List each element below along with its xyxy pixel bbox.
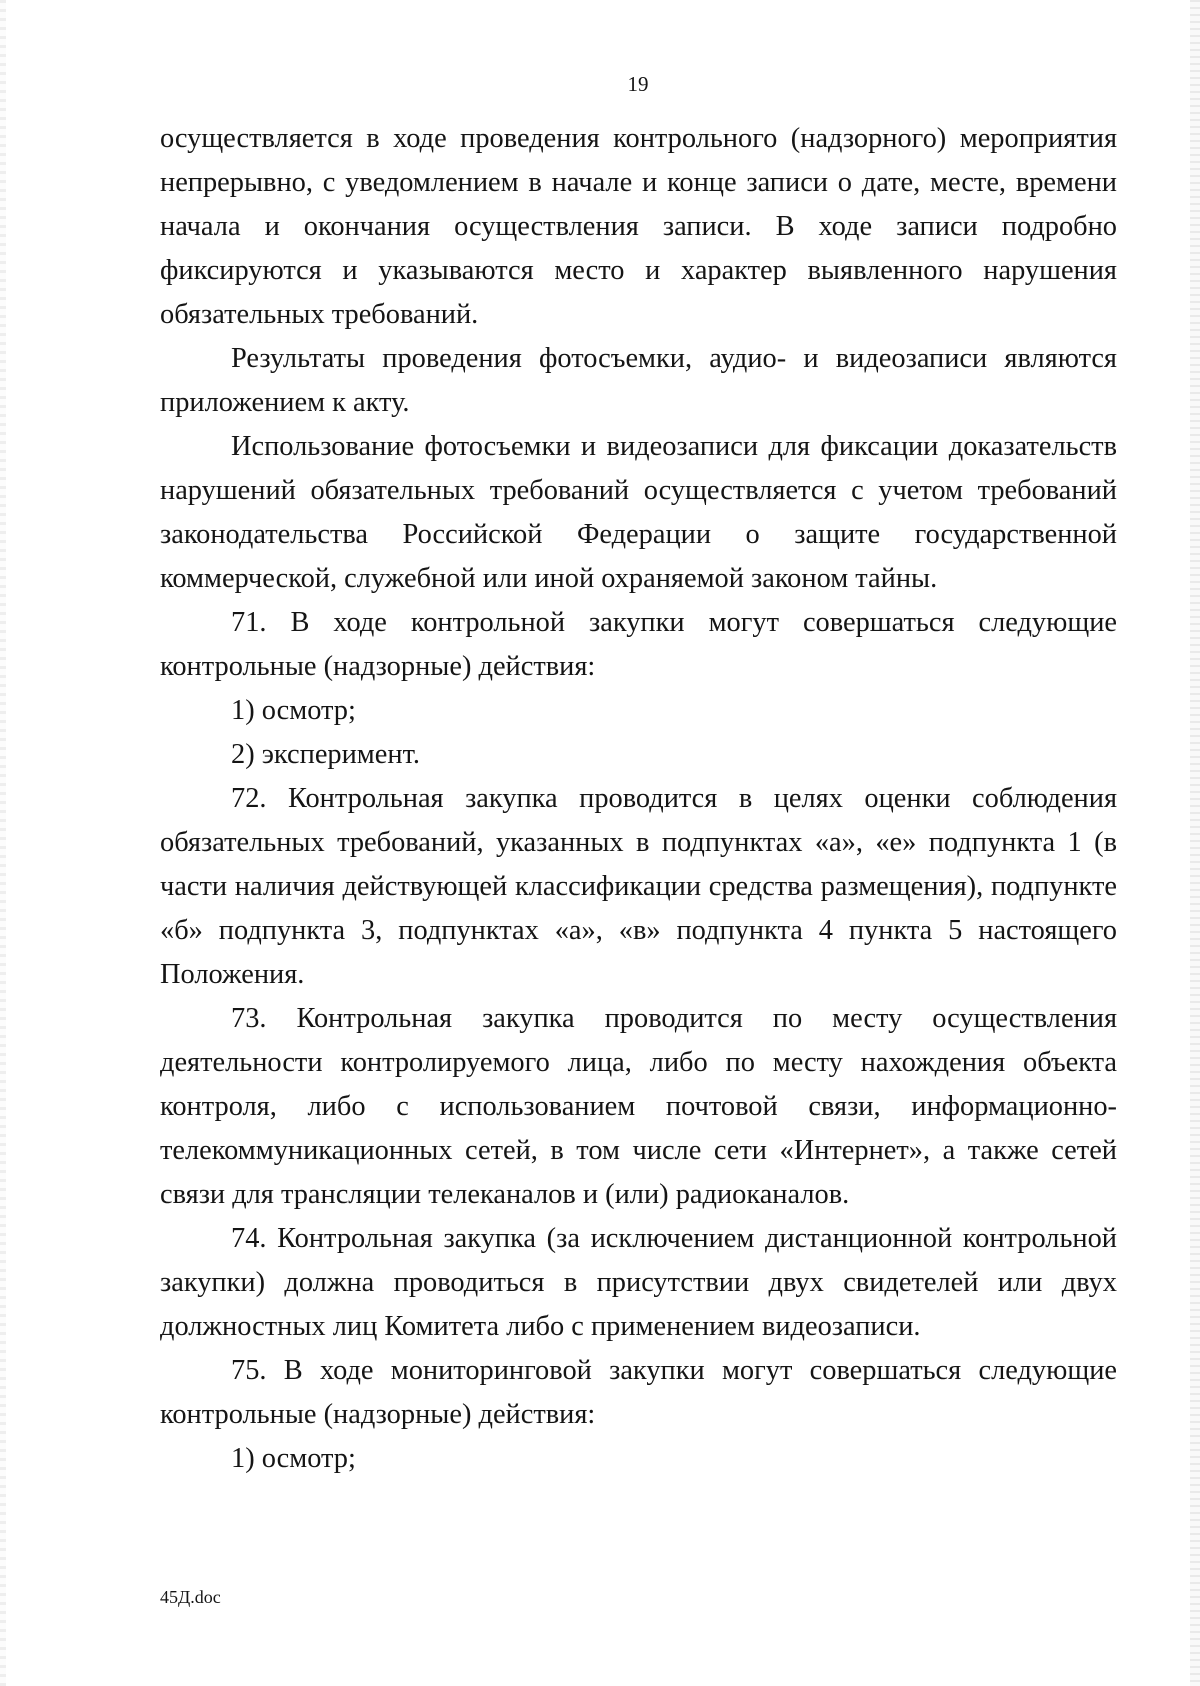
list-item-inspection: 1) осмотр; [231, 695, 356, 726]
scan-edge-left [0, 0, 6, 1686]
paragraph-continuation: осуществляется в ходе проведения контрольного (надзорного) мероприятия непрерывно, с уведомлением в начале и конце записи о дате, месте, времени начала и окончания осуществления записи. В ходе записи подробно фиксируются и указываются место и характер выявленного нарушения обязательных требований. [160, 123, 1117, 330]
document-body [160, 117, 1117, 1481]
footer-filename: 45Д.doc [160, 1587, 221, 1607]
paragraph-71: 71. В ходе контрольной закупки могут совершаться следующие контрольные (надзорные) действия: [160, 607, 1117, 682]
paragraph-75: 75. В ходе мониторинговой закупки могут совершаться следующие контрольные (надзорные) действия: [160, 1355, 1117, 1430]
list-item-inspection-2: 1) осмотр; [231, 1443, 356, 1474]
page-number: 19 [627, 72, 649, 96]
list-item-experiment: 2) эксперимент. [231, 739, 420, 770]
scan-edge-right [1190, 0, 1200, 1686]
paragraph-74: 74. Контрольная закупка (за исключением дистанционной контрольной закупки) должна проводиться в присутствии двух свидетелей или двух должностных лиц Комитета либо с применением видеозаписи. [160, 1223, 1117, 1342]
paragraph-72: 72. Контрольная закупка проводится в целях оценки соблюдения обязательных требований, указанных в подпунктах «а», «е» подпункта 1 (в части наличия действующей классификации средства размещения), подпункте «б» подпункта 3, подпунктах «а», «в» подпункта 4 пункта 5 настоящего Положения. [160, 783, 1117, 990]
paragraph-usage: Использование фотосъемки и видеозаписи для фиксации доказательств нарушений обязательных требований осуществляется с учетом требований законодательства Российской Федерации о защите государственной коммерческой, служебной или иной охраняемой законом тайны. [160, 431, 1117, 594]
paragraph-results: Результаты проведения фотосъемки, аудио- и видеозаписи являются приложением к акту. [160, 343, 1117, 418]
paragraph-73: 73. Контрольная закупка проводится по месту осуществления деятельности контролируемого лица, либо по месту нахождения объекта контроля, либо с использованием почтовой связи, информационно-телекоммуникационных сетей, в том числе сети «Интернет», а также сетей связи для трансляции телеканалов и (или) радиоканалов. [160, 1003, 1117, 1210]
